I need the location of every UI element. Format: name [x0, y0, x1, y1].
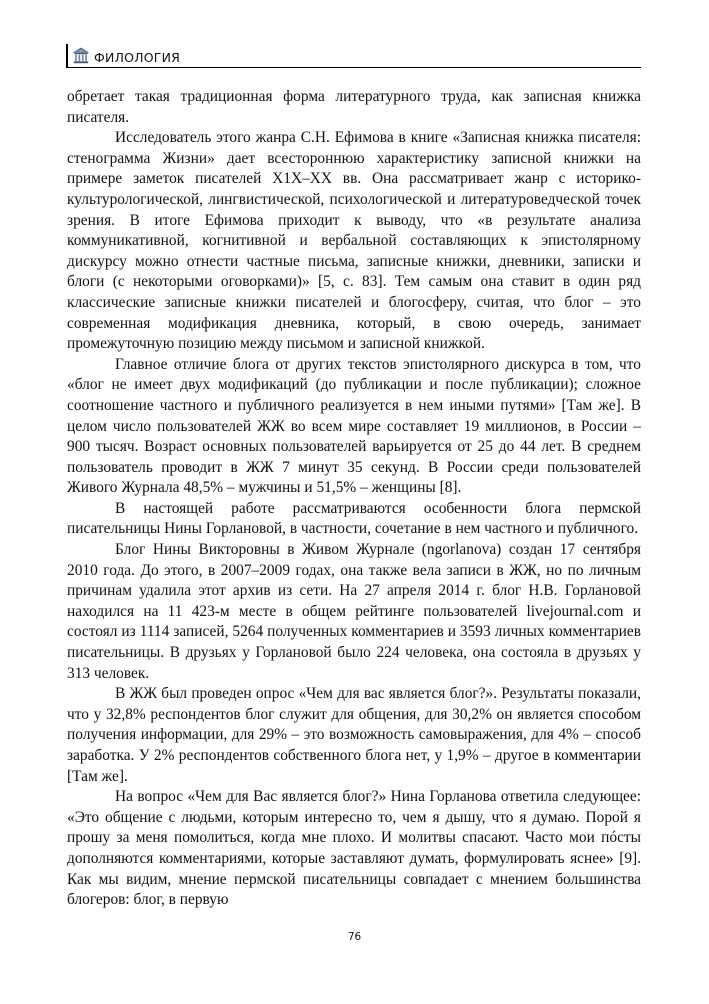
paragraph: Блог Нины Викторовны в Живом Журнале (ngorlanova) создан 17 сентября 2010 года. До этого, в 2007–2009 годах, она также вела записи в ЖЖ, но по личным причинам удалила этот архив из сети. На 27 апреля 2014 г. блог Н.В. Горлановой находился на 11 423-м месте в общем рейтинге пользователей livejournal.com и состоял из 1114 записей, 5264 полученных комментариев и 3593 личных комментариев писательницы. В друзьях у Горлановой было 224 человека, она состояла в друзьях у 313 человек. — [67, 541, 641, 682]
body-text — [67, 87, 641, 911]
paragraph: На вопрос «Чем для Вас является блог?» Нина Горланова ответила следующее: «Это общение с людьми, которым интересно то, чем я дышу, что я думаю. Порой я прошу за меня помолиться, когда мне плохо. И молитвы спасают. Часто мои пóсты дополняются комментариями, которые заставляют думать, формулировать яснее» [9]. Как мы видим, мнение пермской писательницы совпадает с мнением большинства блогеров: блог, в первую — [67, 788, 641, 909]
running-header — [66, 42, 641, 68]
paragraph: В ЖЖ был проведен опрос «Чем для вас является блог?». Результаты показали, что у 32,8% респондентов блог служит для общения, для 30,2% он является способом получения информации, для 29% – это возможность самовыражения, для 4% – способ заработка. У 2% респондентов собственного блога нет, у 1,9% – другое в комментарии [Там же]. — [67, 685, 641, 785]
journal-section-title: ФИЛОЛОГИЯ — [94, 50, 181, 65]
paragraph: Главное отличие блога от других текстов эпистолярного дискурса в том, что «блог не имеет двух модификаций (до публикации и после публикации); сложное соотношение частного и публичного реализуется в нем иными путями» [Там же]. В целом число пользователей ЖЖ во всем мире составляет 19 миллионов, в России – 900 тысяч. Возраст основных пользователей варьируется от 25 до 44 лет. В среднем пользователь проводит в ЖЖ 7 минут 35 секунд. В России среди пользователей Живого Журнала 48,5% – мужчины и 51,5% – женщины [8]. — [67, 355, 641, 497]
header-horizontal-rule — [66, 67, 641, 68]
paragraph: Исследователь этого жанра С.Н. Ефимова в книге «Записная книжка писателя: стенограмма Жизни» дает всестороннюю характеристику записной книжки на примере заметок писателей Х1Х–ХХ вв. Она рассматривает жанр с историко-культурологической, лингвистической, психологической и литературоведческой точек зрения. В итоге Ефимова приходит к выводу, что «в результате анализа коммуникативной, когнитивной и вербальной составляющих к эпистолярному дискурсу можно отнести частные письма, записные книжки, дневники, записки и блоги (с некоторыми оговорками)» [5, с. 83]. Тем самым она ставит в один ряд классические записные книжки писателей и блогосферу, считая, что блог – это современная модификация дневника, который, в свою очередь, занимает промежуточную позицию между письмом и записной книжкой. — [67, 129, 641, 353]
university-emblem-icon — [72, 47, 90, 65]
header-vertical-rule — [66, 44, 68, 68]
paragraph: обретает такая традиционная форма литературного труда, как записная книжка писателя. — [67, 88, 641, 126]
paragraph: В настоящей работе рассматриваются особенности блога пермской писательницы Нины Горлановой, в частности, сочетание в нем частного и публичного. — [67, 499, 641, 538]
page-number: 76 — [347, 931, 362, 943]
